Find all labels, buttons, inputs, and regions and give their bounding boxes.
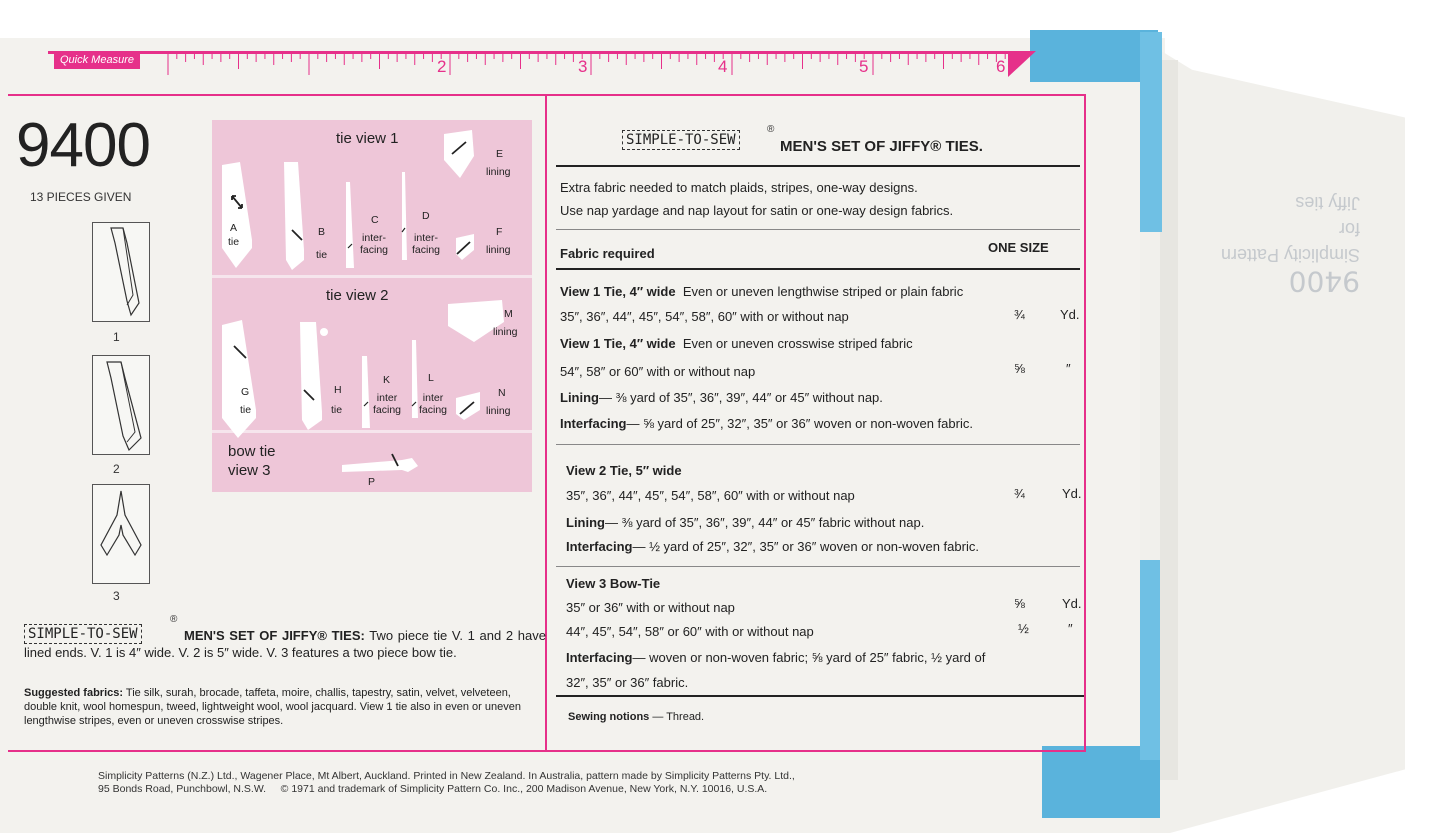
flap-number: 9400 [1288, 265, 1360, 298]
view3-rule [556, 695, 1084, 697]
view3-interfacing-text: — woven or non-woven fabric; ⅝ yard of 25″ fabric, ½ yard of [632, 650, 986, 665]
ruler-end-marker [1008, 51, 1036, 77]
ruler-mark-2: 2 [437, 57, 447, 76]
one-size-header: ONE SIZE [988, 240, 1049, 255]
view-3-title: bow tie view 3 [228, 443, 276, 479]
view-2-thumbnail [92, 355, 150, 455]
view3-row1: 35″ or 36″ with or without nap [566, 600, 735, 615]
view2-unit: Yd. [1062, 486, 1082, 501]
suggested-fabrics [24, 686, 546, 728]
piece-f-desc: lining [486, 244, 511, 256]
ruler-mark-6: 6 [996, 57, 1006, 76]
description-title: MEN'S SET OF JIFFY® TIES: [184, 628, 365, 643]
ruler-ticks [48, 51, 1028, 78]
view1b-desc: Even or uneven crosswise striped fabric [682, 336, 913, 351]
view-1-number: 1 [113, 330, 120, 344]
note-1: Extra fabric needed to match plaids, stripes, one-way designs. [560, 180, 918, 195]
piece-l-letter: L [428, 372, 434, 384]
simple-to-sew-badge-2: SIMPLE-TO-SEW [24, 624, 142, 644]
view-1-title: tie view 1 [336, 130, 399, 147]
view2-head: View 2 Tie, 5″ wide [566, 463, 682, 478]
piece-f-letter: F [496, 226, 503, 238]
description-text: Two piece tie V. 1 and 2 have lined ends. V. 1 is 4″ wide. V. 2 is 5″ wide. V. 3 features a two piece bow tie. [24, 628, 546, 660]
piece-l-desc: inter facing [419, 392, 448, 416]
view1b-unit: ″ [1066, 361, 1071, 376]
sewing-notions-label: Sewing notions [568, 711, 650, 723]
view1-lining [560, 390, 883, 405]
view1b-line1 [560, 336, 913, 351]
product-title: MEN'S SET OF JIFFY® TIES. [780, 138, 983, 155]
view1a-widths: 35″, 36″, 44″, 45″, 54″, 58″, 60″ with or without nap [560, 309, 849, 324]
view2-lining-text: — ⅜ yard of 35″, 36″, 39″, 44″ or 45″ fabric without nap. [605, 515, 925, 530]
view3-head: View 3 Bow-Tie [566, 576, 661, 591]
pattern-description [24, 627, 546, 661]
view2-interfacing-label: Interfacing [566, 539, 633, 554]
view1-lining-label: Lining [560, 390, 599, 405]
piece-a-desc: tie [228, 236, 240, 248]
piece-c-letter: C [371, 214, 379, 226]
piece-b-desc: tie [316, 249, 328, 261]
piece-k-desc: inter facing [373, 392, 402, 416]
view3-row2-qty: ½ [1018, 621, 1029, 636]
view1-interfacing [560, 416, 973, 431]
view-3-thumbnail [92, 484, 150, 584]
tape-top-fold [1140, 32, 1162, 232]
piece-g-letter: G [241, 386, 250, 398]
header-rule [556, 268, 1080, 270]
simple-to-sew-badge: SIMPLE-TO-SEW [622, 130, 740, 150]
sewing-notions-text: — Thread. [652, 711, 705, 723]
piece-b-letter: B [318, 226, 326, 238]
footer-line-2: 95 Bonds Road, Punchbowl, N.S.W. © 1971 and trademark of Simplicity Pattern Co. Inc., 200 Madison Avenue, New York, N.Y. 10016, U.S.A. [98, 783, 768, 795]
view-3-number: 3 [113, 589, 120, 603]
view2-interfacing-text: — ½ yard of 25″, 32″, 35″ or 36″ woven or non-woven fabric. [632, 539, 979, 554]
wide-tie-illustration [93, 356, 149, 454]
view3-row2: 44″, 45″, 54″, 58″ or 60″ with or without nap [566, 624, 814, 639]
view3-interfacing-label: Interfacing [566, 650, 633, 665]
piece-m-letter: M [504, 308, 513, 320]
view3-interfacing [566, 650, 985, 665]
view1-interfacing-text: — ⅝ yard of 25″, 32″, 35″ or 36″ woven or non-woven fabric. [626, 416, 973, 431]
pattern-number: 9400 [16, 111, 150, 180]
badge-registered-mark-2: ® [170, 614, 178, 625]
view2-rule [556, 566, 1080, 567]
piece-e-letter: E [496, 148, 504, 160]
view3-row2-unit: ″ [1068, 621, 1073, 636]
view1b-head: View 1 Tie, 4″ wide [560, 336, 676, 351]
piece-m-desc: lining [493, 326, 518, 338]
quick-measure-label: Quick Measure [54, 52, 140, 69]
piece-c-desc: inter- facing [360, 232, 389, 256]
piece-g-desc: tie [240, 404, 252, 416]
view3-interfacing-cont: 32″, 35″ or 36″ fabric. [566, 675, 689, 690]
piece-a-letter: A [230, 222, 238, 234]
view1-rule [556, 444, 1080, 445]
view-2-number: 2 [113, 462, 120, 476]
ruler-mark-4: 4 [718, 57, 728, 76]
long-tie-illustration [93, 223, 149, 321]
flap-line-2: for [1338, 219, 1360, 239]
footer-line-1: Simplicity Patterns (N.Z.) Ltd., Wagener Place, Mt Albert, Auckland. Printed in New Zealand. In Australia, pattern made by Simplicity Patterns Pty. Ltd., [98, 770, 795, 782]
view1a-desc: Even or uneven lengthwise striped or plain fabric [682, 284, 964, 299]
view1a-unit: Yd. [1060, 307, 1080, 322]
view3-row1-qty: ⅝ [1014, 596, 1025, 611]
envelope-flap [1140, 38, 1405, 833]
flap-show-through-print [1220, 190, 1360, 298]
tape-top [1030, 30, 1158, 82]
piece-k-letter: K [383, 374, 391, 386]
flap-line-1: Simplicity Pattern [1220, 245, 1360, 265]
view1a-head: View 1 Tie, 4″ wide [560, 284, 676, 299]
flap-line-3: Jiffy ties [1295, 193, 1360, 213]
view1-interfacing-label: Interfacing [560, 416, 627, 431]
view1b-qty: ⅝ [1014, 361, 1025, 376]
quick-measure-ruler [48, 51, 1028, 78]
fabric-required-header: Fabric required [560, 246, 655, 261]
pattern-piece-shapes [212, 120, 532, 492]
note-2: Use nap yardage and nap layout for satin or one-way design fabrics. [560, 203, 954, 218]
view2-lining [566, 515, 924, 530]
view1a-line1 [560, 284, 963, 299]
piece-h-letter: H [334, 384, 342, 396]
piece-e-desc: lining [486, 166, 511, 178]
piece-n-desc: lining [486, 405, 511, 417]
pieces-given: 13 PIECES GIVEN [30, 190, 132, 204]
ruler-mark-3: 3 [578, 57, 588, 76]
piece-n-letter: N [498, 387, 506, 399]
title-rule [556, 165, 1080, 167]
view-2-title: tie view 2 [326, 287, 389, 304]
piece-d-letter: D [422, 210, 430, 222]
tape-bottom-fold [1140, 560, 1160, 760]
sewing-notions [568, 711, 704, 723]
ruler-mark-5: 5 [859, 57, 869, 76]
view2-lining-label: Lining [566, 515, 605, 530]
bow-tie-illustration [93, 485, 149, 583]
piece-h-desc: tie [331, 404, 343, 416]
piece-d-desc: inter- facing [412, 232, 441, 256]
view2-qty: ¾ [1014, 486, 1025, 501]
view1-lining-text: — ⅜ yard of 35″, 36″, 39″, 44″ or 45″ without nap. [599, 390, 883, 405]
publisher-footer [98, 770, 795, 796]
view3-row1-unit: Yd. [1062, 596, 1082, 611]
suggested-fabrics-text: Tie silk, surah, brocade, taffeta, moire, challis, tapestry, satin, velvet, velveteen, double knit, wool homespun, tweed, lightweight wool, wool jacquard. View 1 tie also in even or uneven lengthwise stripes, even or uneven crosswise stripes. [24, 687, 521, 727]
view1b-widths: 54″, 58″ or 60″ with or without nap [560, 364, 756, 379]
flap-fold [1160, 60, 1178, 780]
notes-rule [556, 229, 1080, 230]
piece-p-letter: P [368, 476, 376, 488]
view2-interfacing [566, 539, 979, 554]
suggested-fabrics-label: Suggested fabrics: [24, 687, 124, 699]
view1a-qty: ¾ [1014, 307, 1025, 322]
view-1-thumbnail [92, 222, 150, 322]
badge-registered-mark: ® [767, 124, 775, 135]
view2-widths: 35″, 36″, 44″, 45″, 54″, 58″, 60″ with or without nap [566, 488, 855, 503]
